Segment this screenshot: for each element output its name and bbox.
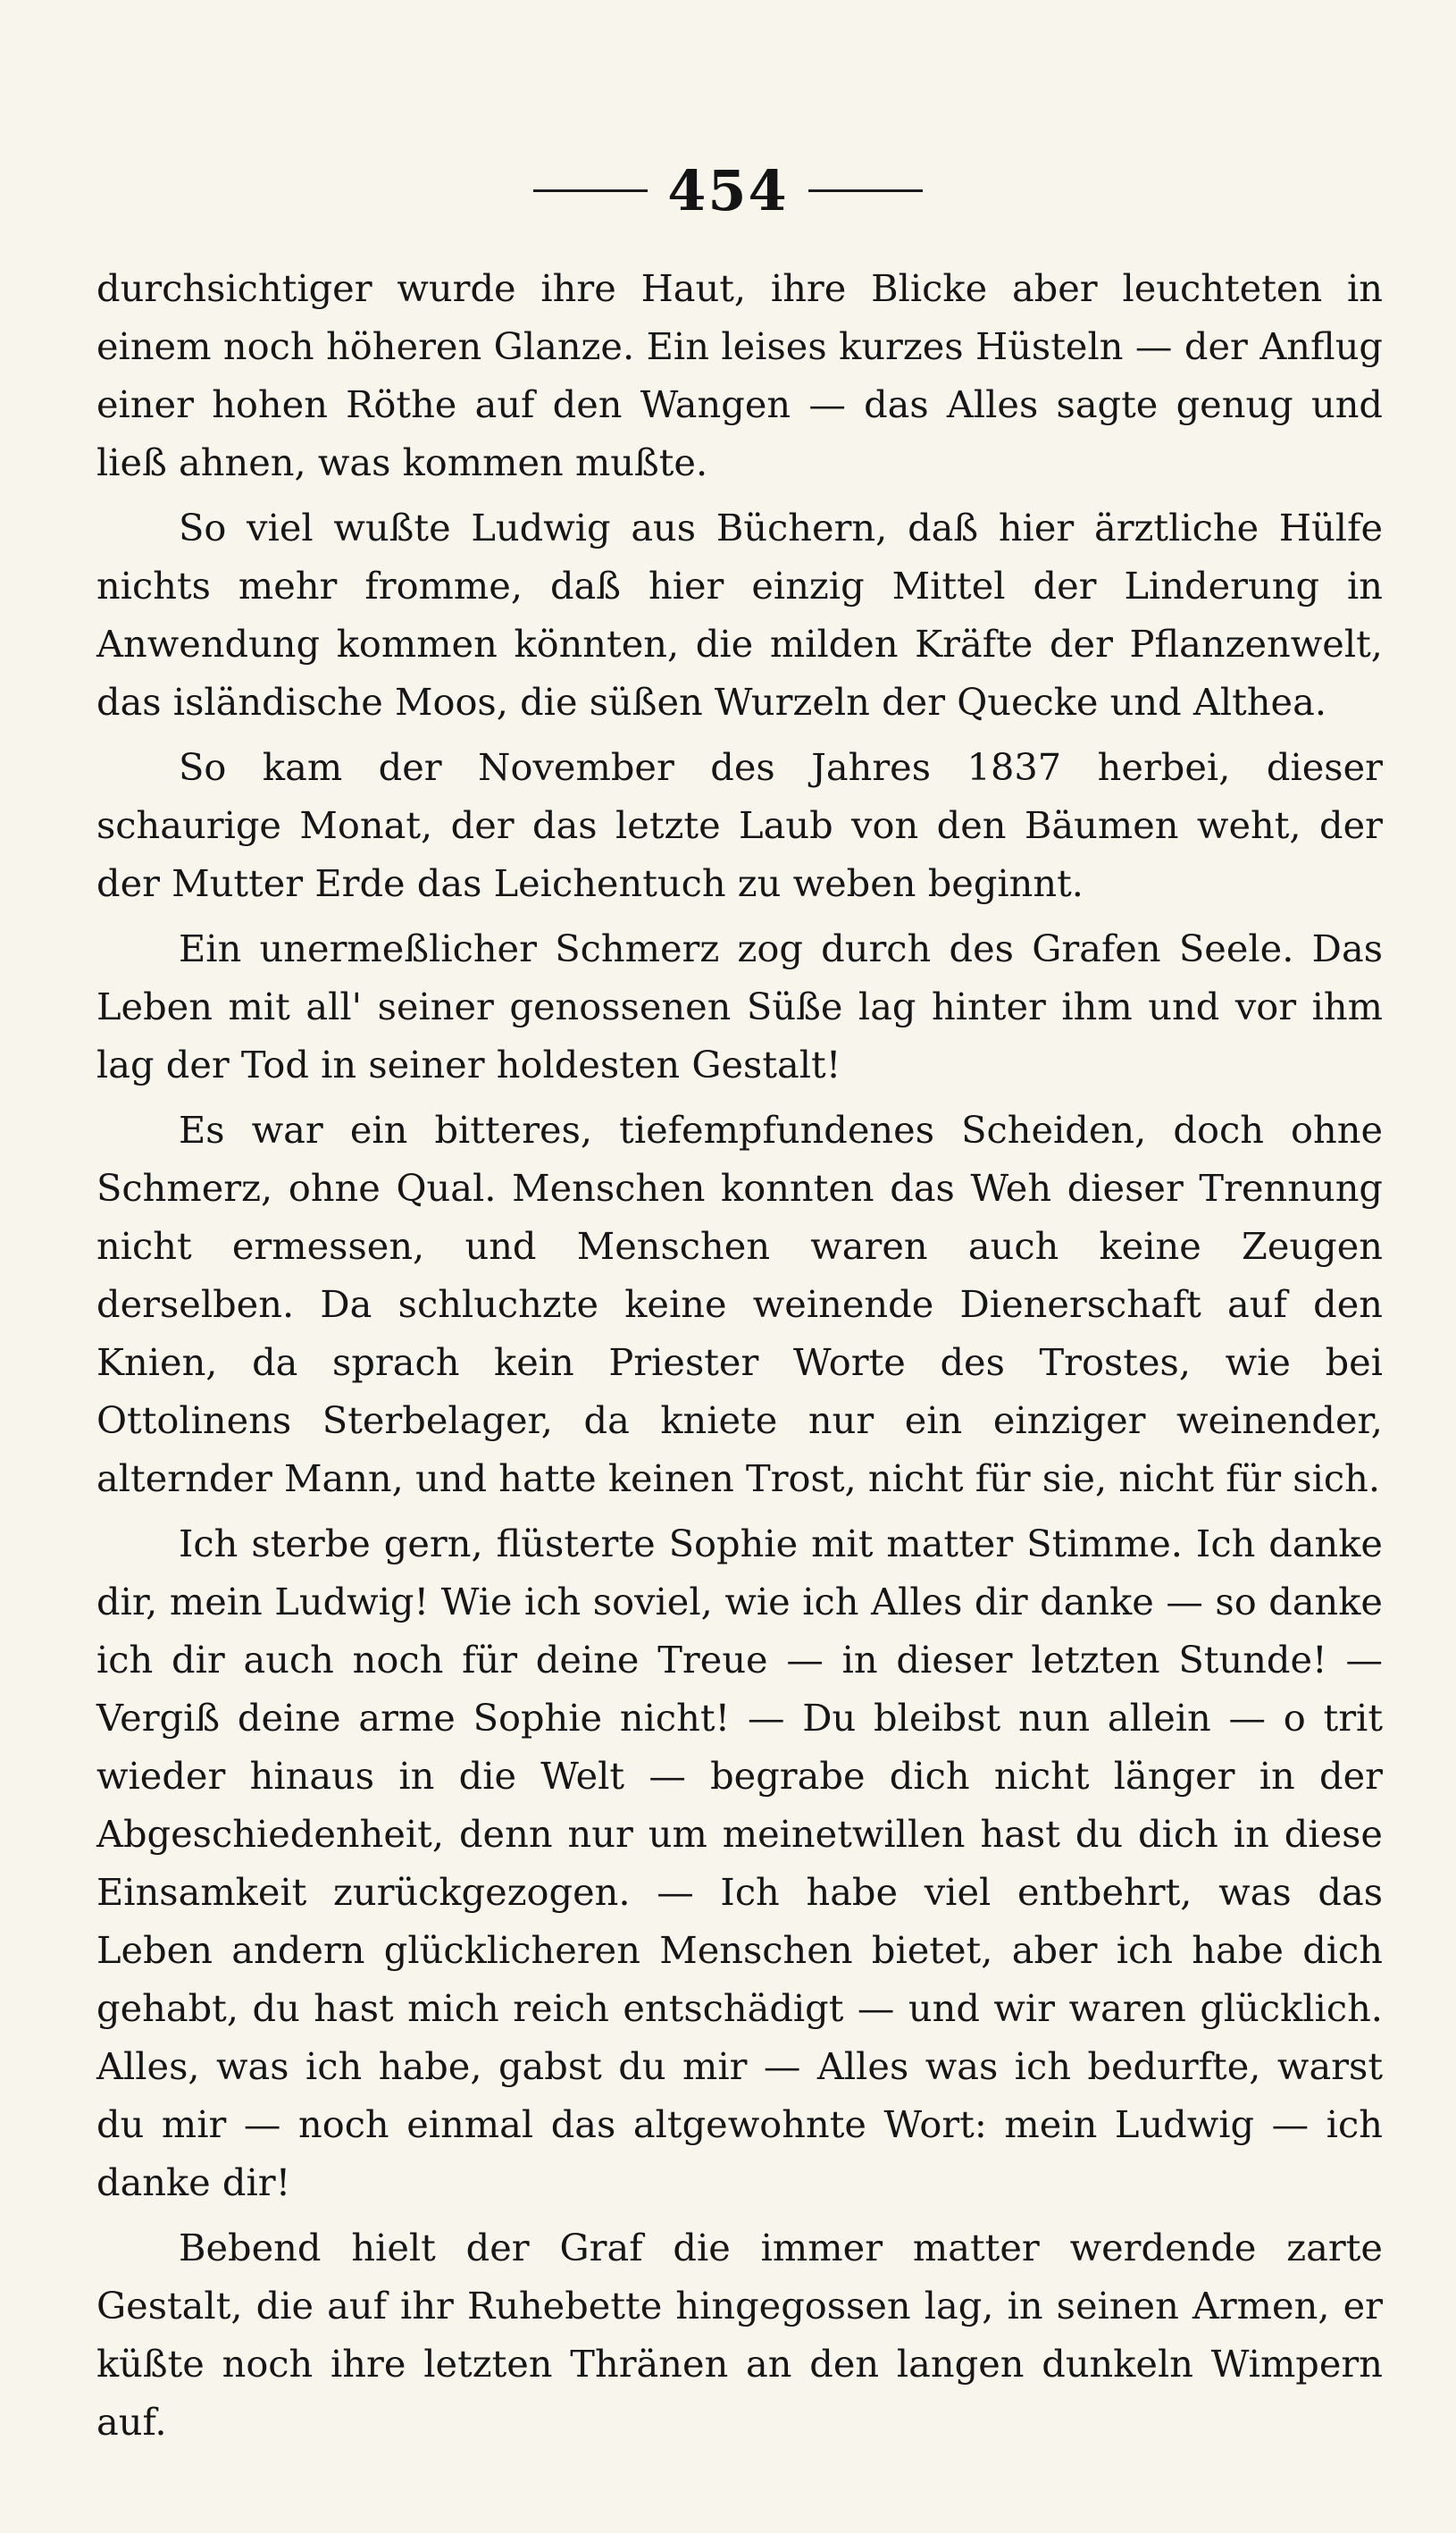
paragraph-5: Es war ein bitteres, tiefempfundenes Scheiden, doch ohne Schmerz, ohne Qual. Menschen konnten das Weh dieser Trennung nicht ermessen, und Menschen waren auch keine Zeugen derselben. Da schluchzte keine weinende Dienerschaft auf den Knien, da sprach kein Priester Worte des Trostes, wie bei Ottolinens Sterbelager, da kniete nur ein einziger weinender, alternder Mann, und hatte keinen Trost, nicht für sie, nicht für sich. [96,1108,1383,1500]
paragraph-4: Ein unermeßlicher Schmerz zog durch des Grafen Seele. Das Leben mit all' seiner genossenen Süße lag hinter ihm und vor ihm lag der Tod in seiner holdesten Gestalt! [96,927,1383,1086]
page-header [0,150,1456,231]
header-rule-left [533,189,648,192]
paragraph-2: So viel wußte Ludwig aus Büchern, daß hier ärztliche Hülfe nichts mehr fromme, daß hier einzig Mittel der Linderung in Anwendung kommen könnten, die milden Kräfte der Pflanzenwelt, das isländische Moos, die süßen Wurzeln der Quecke und Althea. [96,506,1383,724]
page-number: 454 [667,157,789,223]
header-rule-right [808,189,923,192]
paragraph-1: durchsichtiger wurde ihre Haut, ihre Blicke aber leuchteten in einem noch höheren Glanze. Ein leises kurzes Hüsteln — der Anflug einer hohen Röthe auf den Wangen — das Alles sagte genug und ließ ahnen, was kommen mußte. [96,266,1383,484]
paragraph-6: Ich sterbe gern, flüsterte Sophie mit matter Stimme. Ich danke dir, mein Ludwig! Wie ich soviel, wie ich Alles dir danke — so danke ich dir auch noch für deine Treue — in dieser letzten Stunde! — Vergiß deine arme Sophie nicht! — Du bleibst nun allein — o trit wieder hinaus in die Welt — begrabe dich nicht länger in der Abgeschiedenheit, denn nur um meinetwillen hast du dich in diese Einsamkeit zurückgezogen. — Ich habe viel entbehrt, was das Leben andern glücklicheren Menschen bietet, aber ich habe dich gehabt, du hast mich reich entschädigt — und wir waren glücklich. Alles, was ich habe, gabst du mir — Alles was ich bedurfte, warst du mir — noch einmal das altgewohnte Wort: mein Ludwig — ich danke dir! [96,1522,1383,2204]
paragraph-7: Bebend hielt der Graf die immer matter werdende zarte Gestalt, die auf ihr Ruhebette hingegossen lag, in seinen Armen, er küßte noch ihre letzten Thränen an den langen dunkeln Wimpern auf. [96,2226,1383,2444]
body-text [96,259,1383,2458]
paragraph-3: So kam der November des Jahres 1837 herbei, dieser schaurige Monat, der das letzte Laub von den Bäumen weht, der der Mutter Erde das Leichentuch zu weben beginnt. [96,745,1383,905]
